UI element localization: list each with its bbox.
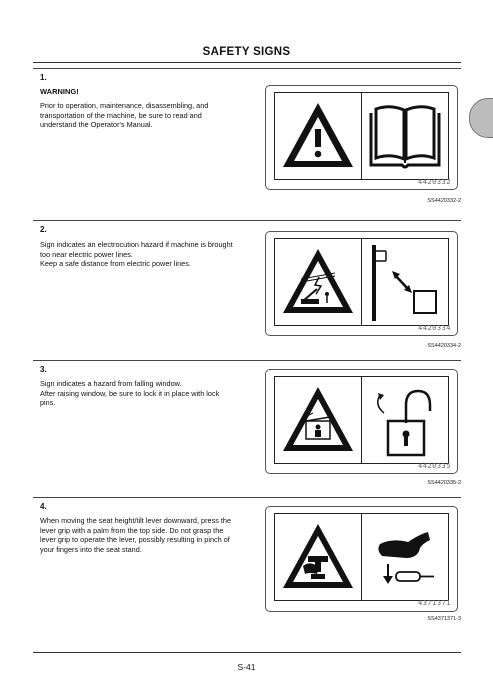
- section-4-ref: SS4371371-3: [427, 616, 461, 622]
- sign-code: 4420334: [417, 324, 451, 332]
- sign-code: 4371371: [417, 599, 451, 607]
- section-4-number: 4.: [40, 502, 47, 511]
- title-rule: [33, 62, 461, 63]
- text-line: your fingers into the seat stand.: [40, 544, 142, 554]
- safety-sign-4: [265, 506, 458, 612]
- lock-pin-icon: [362, 377, 448, 463]
- section-1-number: 1.: [40, 73, 47, 82]
- text-line: too near electric power lines.: [40, 249, 133, 259]
- text-line: Prior to operation, maintenance, disassembling, and: [40, 101, 209, 110]
- text-line: Keep a safe distance from electric power lines.: [40, 259, 191, 269]
- section-3-rule: [33, 360, 461, 361]
- electrocution-hazard-icon: [275, 239, 361, 325]
- section-2-text: [40, 240, 262, 269]
- section-1-heading: WARNING!: [40, 87, 79, 96]
- section-2-rule: [33, 220, 461, 221]
- section-1-rule: [33, 68, 461, 69]
- page-number: S-41: [237, 662, 256, 672]
- text-line: After raising window, be sure to lock it in place with lock: [40, 388, 220, 398]
- safety-sign-1: [265, 85, 458, 190]
- text-line: pins.: [40, 398, 56, 408]
- section-4-rule: [33, 497, 461, 498]
- falling-window-hazard-icon: [275, 377, 361, 463]
- section-2-ref: SS4420334-2: [427, 343, 461, 349]
- section-3-ref: SS4420335-2: [427, 480, 461, 486]
- text-line: Sign indicates an electrocution hazard if machine is brought: [40, 240, 233, 249]
- press-lever-icon: [362, 514, 448, 600]
- section-3-number: 3.: [40, 365, 47, 374]
- safety-sign-2: [265, 231, 458, 336]
- section-3-text: [40, 379, 262, 408]
- section-1-text: [40, 101, 262, 130]
- chapter-tab: [469, 98, 493, 138]
- pinch-hazard-icon: [275, 514, 361, 600]
- text-line: lever grip with a palm from the top side. Do not grasp the: [40, 525, 224, 535]
- sign-code: 4420335: [417, 462, 451, 470]
- text-line: Sign indicates a hazard from falling window.: [40, 379, 182, 388]
- text-line: understand the Operator's Manual.: [40, 120, 153, 130]
- sign-code: 4420332: [417, 178, 451, 186]
- text-line: lever grip to operate the lever, possibly resulting in pinch of: [40, 535, 230, 545]
- section-1-ref: SS4420332-2: [427, 198, 461, 204]
- warning-triangle-icon: [275, 93, 361, 179]
- safety-sign-3: [265, 369, 458, 474]
- section-2-number: 2.: [40, 225, 47, 234]
- section-4-text: [40, 516, 262, 554]
- footer-rule: [33, 652, 461, 653]
- page-title: SAFETY SIGNS: [202, 46, 291, 58]
- operator-manual-icon: [362, 93, 448, 179]
- text-line: transportation of the machine, be sure to read and: [40, 110, 202, 120]
- keep-distance-icon: [362, 239, 448, 325]
- text-line: When moving the seat height/tilt lever downward, press the: [40, 516, 232, 525]
